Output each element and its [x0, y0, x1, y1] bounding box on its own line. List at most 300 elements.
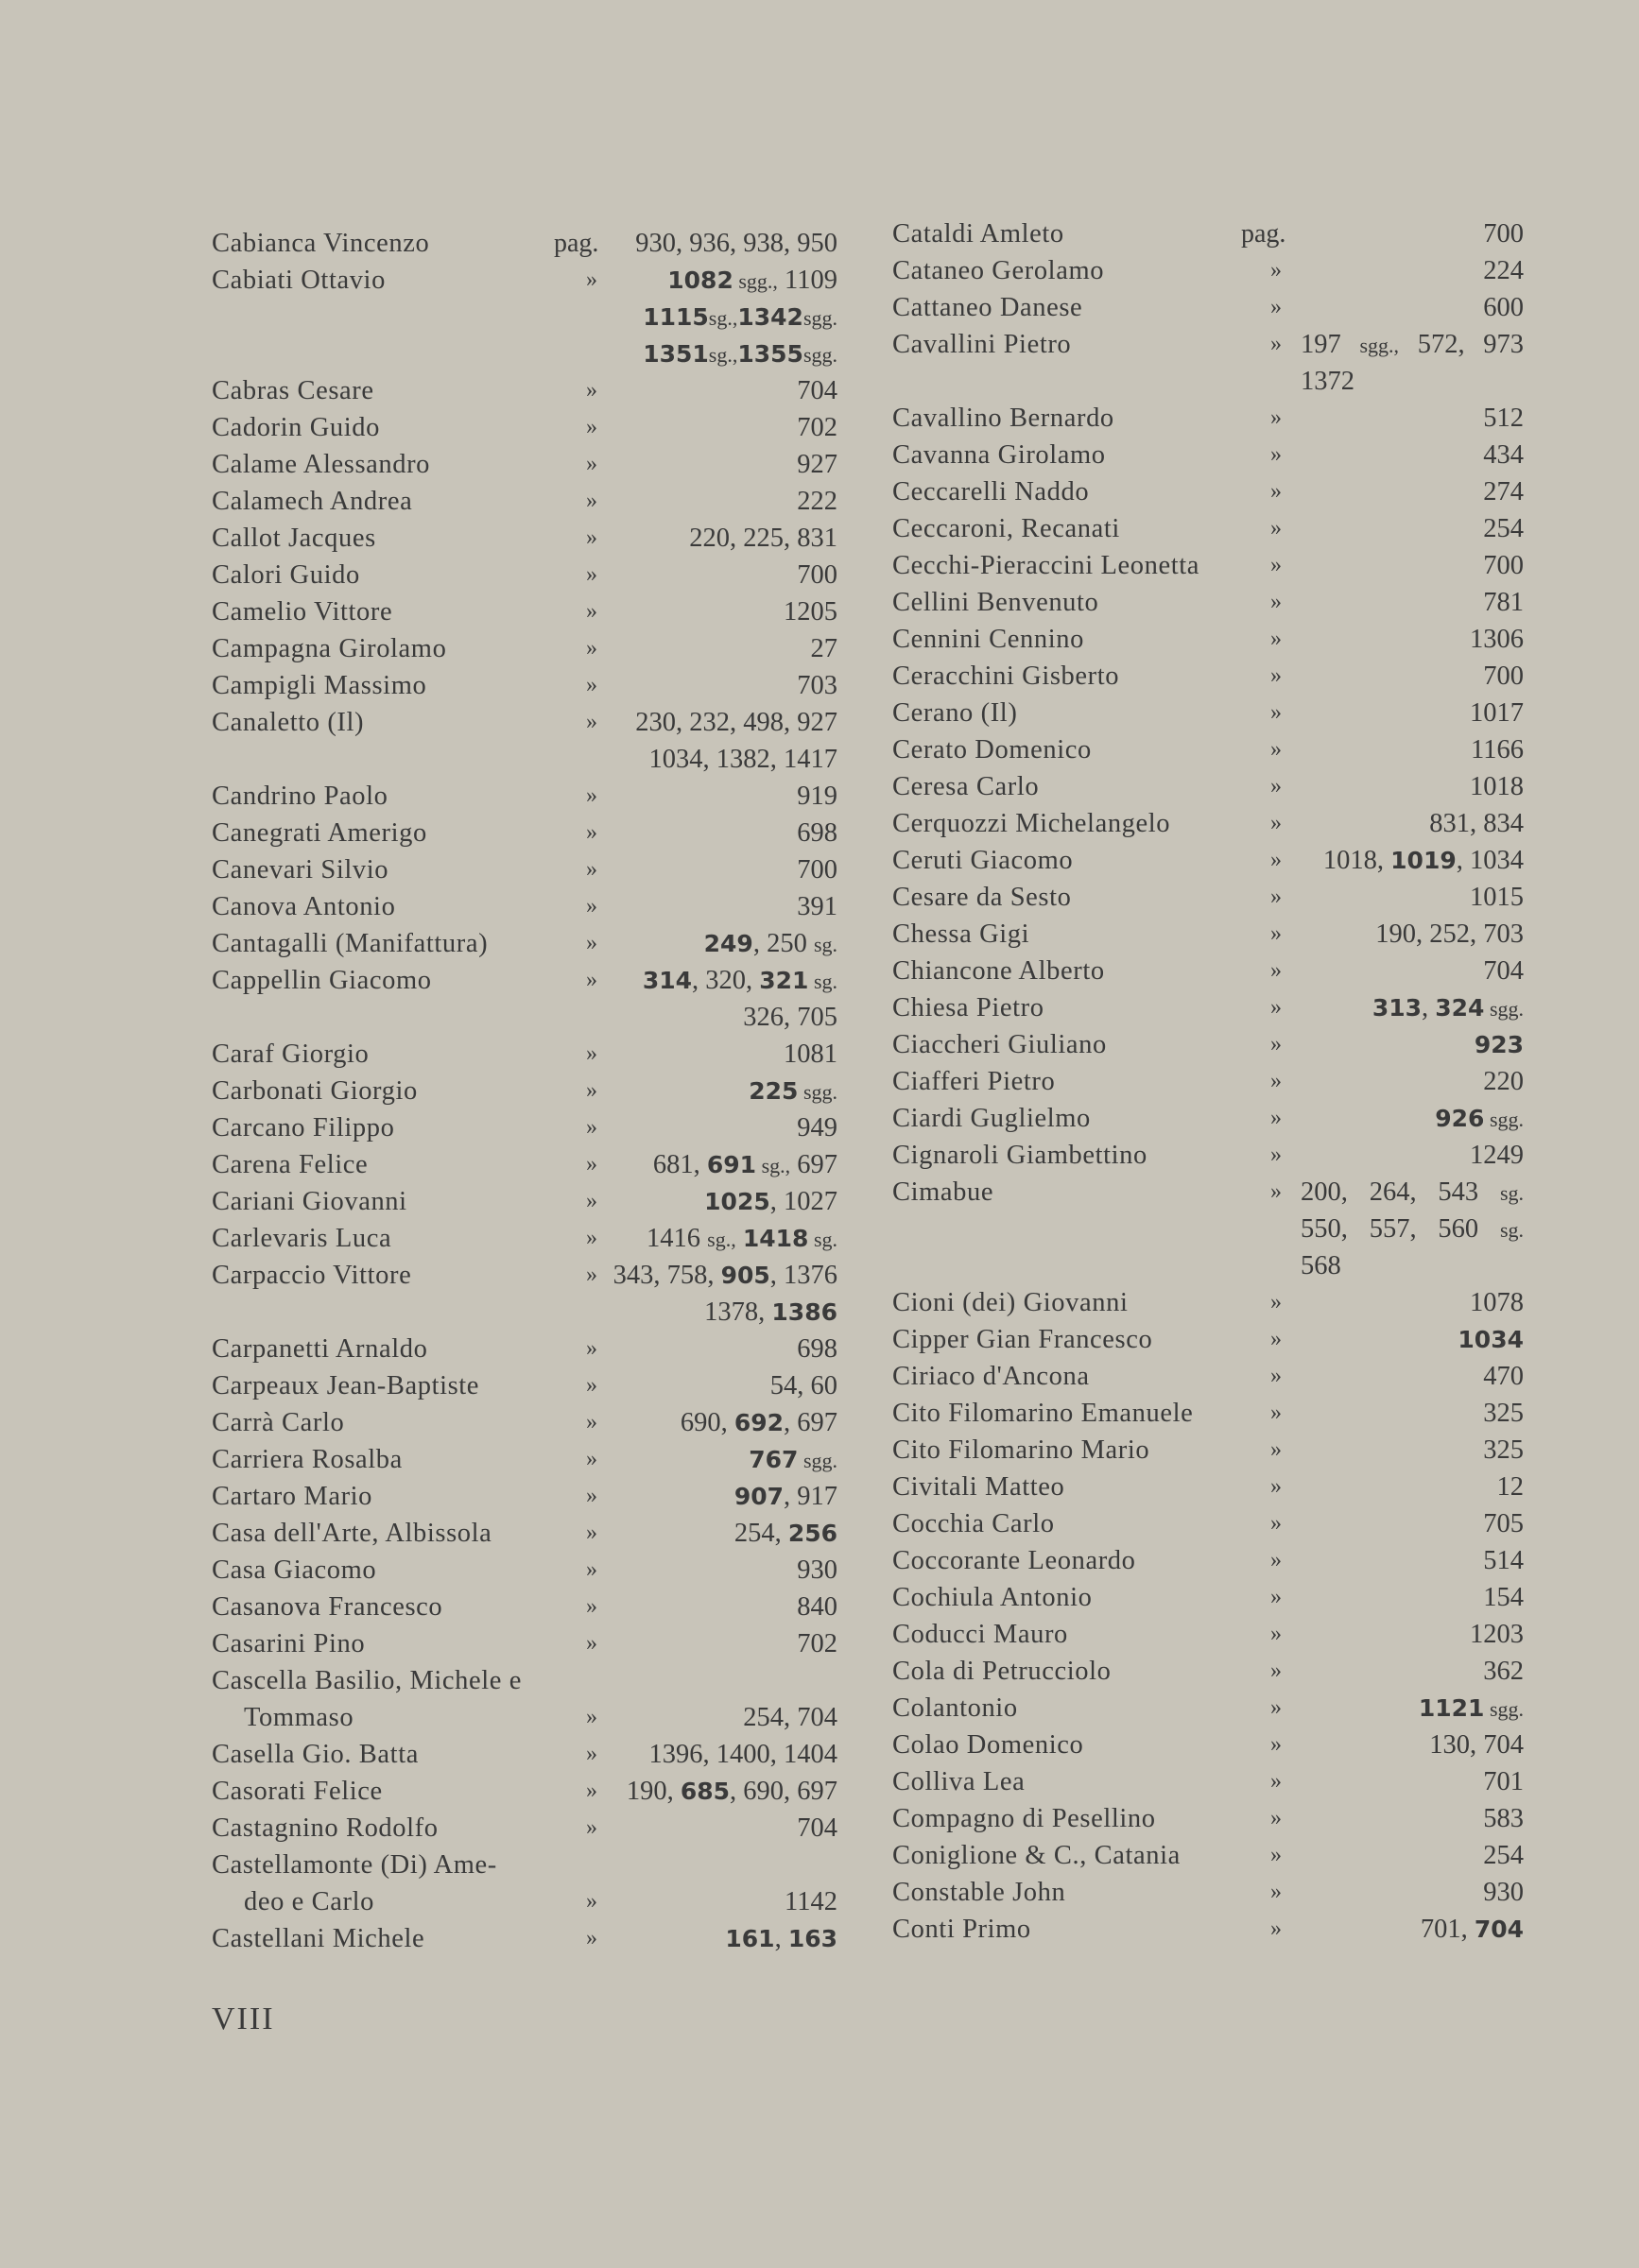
entry-name: Ceresa Carlo — [892, 772, 1040, 801]
entry-name: Cerano (Il) — [892, 698, 1018, 728]
page-marker: » — [586, 857, 597, 882]
page-marker: » — [586, 636, 597, 661]
page-ref: sg. — [808, 1228, 837, 1251]
entry-name: Cattaneo Danese — [892, 293, 1083, 322]
entry-name: Cioni (dei) Giovanni — [892, 1288, 1129, 1317]
page-marker: » — [586, 1521, 597, 1545]
page-marker: » — [586, 1226, 597, 1250]
page-marker: » — [1270, 921, 1282, 946]
page-references — [1301, 1837, 1524, 1874]
page-marker: » — [1270, 1880, 1282, 1904]
page-references — [1301, 289, 1524, 326]
page-references — [612, 778, 837, 815]
page-ref: 1015 — [1470, 883, 1524, 912]
page-marker: » — [586, 489, 597, 513]
entry-name: Castellamonte (Di) Ame- — [212, 1850, 497, 1880]
page-ref: 1017 — [1470, 698, 1524, 728]
page-ref: 691 — [706, 1151, 757, 1178]
page-references — [612, 1589, 837, 1625]
page-ref: 698 — [797, 1334, 837, 1364]
entry-name: Cerquozzi Michelangelo — [892, 809, 1171, 838]
page-references — [1301, 1911, 1524, 1948]
page-references — [612, 593, 837, 630]
entry-name: Castellani Michele — [212, 1924, 425, 1953]
page-ref: 698 — [797, 818, 837, 848]
page-references — [1301, 1026, 1524, 1063]
page-ref: , 1376 — [769, 1261, 837, 1290]
page-ref: 1082 — [667, 266, 733, 294]
page-number: VIII — [212, 2002, 275, 2036]
page-ref: 197 — [1301, 330, 1360, 359]
page-references — [612, 1073, 837, 1110]
page-references — [612, 1552, 837, 1589]
entry-name: Cavallino Bernardo — [892, 404, 1114, 433]
page-marker: » — [1270, 332, 1282, 356]
page-ref: 1115 — [643, 303, 709, 331]
page-marker: » — [586, 783, 597, 808]
page-marker: » — [586, 378, 597, 403]
page-marker: » — [586, 1189, 597, 1213]
page-ref: 1342 — [737, 303, 803, 331]
page-marker: » — [586, 1926, 597, 1950]
entry-name: Cataneo Gerolamo — [892, 256, 1105, 285]
page-references — [612, 1773, 837, 1810]
page-references — [612, 372, 837, 409]
page-ref: , 690, 697 — [730, 1777, 837, 1806]
entry-name: Castagnino Rodolfo — [212, 1813, 439, 1843]
entry-name: Civitali Matteo — [892, 1472, 1065, 1502]
page-ref: 700 — [1483, 551, 1524, 580]
page-ref: 274 — [1483, 477, 1524, 507]
page-ref: 254, — [733, 1519, 788, 1548]
entry-name: Carpanetti Arnaldo — [212, 1334, 428, 1364]
page-marker: » — [586, 1889, 597, 1914]
page-ref: sgg., — [733, 269, 778, 293]
page-ref: , 1034 — [1456, 846, 1524, 875]
page-ref: 54, 60 — [769, 1371, 837, 1400]
page-references — [1301, 842, 1524, 879]
page-references — [1301, 437, 1524, 473]
page-ref: sgg. — [802, 306, 837, 330]
page-ref: 701, — [1420, 1915, 1475, 1944]
entry-name: Casarini Pino — [212, 1629, 366, 1658]
page-marker: » — [1270, 1327, 1282, 1351]
page-ref: sgg. — [1484, 1697, 1524, 1721]
page-ref: 1018, — [1322, 846, 1391, 875]
page-references — [612, 741, 837, 778]
page-marker: » — [1270, 1032, 1282, 1057]
entry-name: Cavallini Pietro — [892, 330, 1072, 359]
page-ref: 256 — [787, 1520, 837, 1547]
page-references — [1301, 1247, 1341, 1284]
page-marker: » — [1270, 995, 1282, 1020]
page-ref: 512 — [1483, 404, 1524, 433]
entry-name: Ceccarelli Naddo — [892, 477, 1090, 507]
entry-name: Calamech Andrea — [212, 487, 413, 516]
page-marker: » — [586, 599, 597, 624]
entry-name: Colantonio — [892, 1693, 1018, 1723]
entry-name: Calame Alessandro — [212, 450, 431, 479]
page-references — [612, 667, 837, 704]
page-references — [1301, 1469, 1524, 1505]
page-references — [612, 630, 837, 667]
page-ref: 701 — [1483, 1767, 1524, 1796]
page-ref: 840 — [797, 1592, 837, 1622]
page-ref: 1025 — [704, 1188, 770, 1215]
page-ref: 200, 264, 543 — [1301, 1177, 1500, 1207]
page-ref: 1081 — [784, 1040, 837, 1069]
entry-name: Cascella Basilio, Michele e — [212, 1666, 523, 1695]
page-ref: 391 — [797, 892, 837, 921]
page-references — [1301, 473, 1524, 510]
page-references — [612, 557, 837, 593]
page-references — [612, 1699, 837, 1736]
page-ref: 1372 — [1301, 367, 1354, 396]
entry-name: Ciaccheri Giuliano — [892, 1030, 1107, 1059]
page-marker: » — [1270, 258, 1282, 283]
page-marker: » — [1270, 1179, 1282, 1204]
page-ref: 930, 936, 938, 950 — [635, 229, 837, 258]
page-references — [1301, 1063, 1524, 1100]
entry-name: Carrà Carlo — [212, 1408, 345, 1437]
page-ref: 220 — [1483, 1067, 1524, 1096]
page-ref: sg., — [756, 1154, 791, 1177]
page-ref: 703 — [797, 671, 837, 700]
page-ref: 702 — [797, 413, 837, 442]
page-ref: 313 — [1372, 994, 1422, 1022]
page-ref: 930 — [797, 1555, 837, 1585]
entry-name: Cerato Domenico — [892, 735, 1092, 765]
entry-name: Coccorante Leonardo — [892, 1546, 1136, 1575]
page-references — [612, 335, 837, 373]
page-ref: 600 — [1483, 293, 1524, 322]
entry-name: Cellini Benvenuto — [892, 588, 1099, 617]
page-references — [1301, 1395, 1524, 1432]
page-marker: » — [1270, 295, 1282, 319]
page-marker: » — [586, 710, 597, 734]
page-ref: 550, 557, 560 — [1301, 1214, 1500, 1244]
entry-name: Cochiula Antonio — [892, 1583, 1093, 1612]
entry-name: Ceruti Giacomo — [892, 846, 1074, 875]
page-ref: 27 — [810, 634, 837, 663]
page-ref: 1205 — [784, 597, 837, 627]
page-ref: 692 — [733, 1409, 784, 1436]
page-marker: » — [586, 1152, 597, 1177]
page-marker: » — [586, 931, 597, 955]
page-references — [1301, 658, 1524, 695]
page-marker: » — [586, 562, 597, 587]
page-marker: » — [1270, 1806, 1282, 1830]
entry-name: Cito Filomarino Emanuele — [892, 1399, 1194, 1428]
page-ref: sg. — [813, 933, 837, 956]
entry-name: Cadorin Guido — [212, 413, 380, 442]
page-marker: » — [1270, 516, 1282, 541]
page-marker: » — [1270, 627, 1282, 651]
page-ref: 1418 — [742, 1225, 809, 1252]
page-marker: » — [1270, 1916, 1282, 1941]
entry-name: Carcano Filippo — [212, 1113, 395, 1143]
page-references — [612, 1625, 837, 1662]
page-marker: » — [586, 1041, 597, 1066]
page-ref: sg. — [1499, 1181, 1524, 1205]
page-marker: » — [1270, 811, 1282, 835]
page-ref: 930 — [1483, 1878, 1524, 1907]
entry-name: Carpaccio Vittore — [212, 1261, 412, 1290]
page-ref: 1378, — [704, 1297, 772, 1327]
page-marker: » — [586, 452, 597, 476]
page-marker: » — [1270, 663, 1282, 688]
page-marker: » — [586, 1631, 597, 1656]
page-references — [1301, 1321, 1524, 1358]
page-references — [612, 1183, 837, 1220]
page-references — [1301, 1174, 1524, 1211]
page-ref: sgg., — [1359, 334, 1399, 357]
page-marker: » — [1270, 442, 1282, 467]
page-marker: » — [1270, 1364, 1282, 1388]
page-ref: 702 — [797, 1629, 837, 1658]
entry-name: Ciriaco d'Ancona — [892, 1362, 1090, 1391]
page-marker: » — [1270, 1585, 1282, 1609]
page-references — [612, 1257, 837, 1294]
entry-name: Cataldi Amleto — [892, 219, 1064, 249]
page-ref: 130, 704 — [1429, 1730, 1524, 1760]
page-marker: pag. — [1241, 219, 1286, 249]
page-references — [612, 704, 837, 741]
page-marker: » — [586, 1115, 597, 1140]
page-references — [1301, 584, 1524, 621]
entry-name: Casa Giacomo — [212, 1555, 377, 1585]
page-references — [1301, 1874, 1524, 1911]
page-marker: » — [1270, 885, 1282, 909]
page-marker: » — [586, 968, 597, 992]
page-references — [612, 520, 837, 557]
page-ref: 1203 — [1470, 1620, 1524, 1649]
entry-name: Conti Primo — [892, 1915, 1031, 1944]
page-ref: sg. — [808, 970, 837, 993]
page-marker: » — [586, 1557, 597, 1582]
page-ref: 224 — [1483, 256, 1524, 285]
page-marker: » — [586, 1742, 597, 1766]
page-references — [612, 1441, 837, 1479]
page-marker: » — [1270, 700, 1282, 725]
page-ref: 324 — [1435, 994, 1485, 1022]
page-marker: » — [1270, 848, 1282, 872]
entry-name: Cecchi-Pieraccini Leonetta — [892, 551, 1199, 580]
page-ref: 1386 — [771, 1298, 837, 1326]
page-ref: , 917 — [784, 1482, 837, 1511]
page-references — [1301, 1579, 1524, 1616]
page-ref: 919 — [797, 782, 837, 811]
page-references — [612, 1331, 837, 1367]
entry-name: Compagno di Pesellino — [892, 1804, 1156, 1833]
page-references — [1301, 400, 1524, 437]
page-references — [1301, 731, 1524, 768]
entry-name: Carpeaux Jean-Baptiste — [212, 1371, 480, 1400]
page-ref: 325 — [1483, 1399, 1524, 1428]
page-ref: 1018 — [1470, 772, 1524, 801]
page-references — [1301, 1137, 1524, 1174]
page-ref: 1142 — [785, 1887, 837, 1916]
page-references — [1301, 1763, 1524, 1800]
page-references — [1301, 1211, 1524, 1248]
entry-name: Canaletto (Il) — [212, 708, 365, 737]
page-ref: 249 — [703, 930, 753, 957]
page-ref: 690, — [680, 1408, 734, 1437]
page-ref: 220, 225, 831 — [689, 524, 837, 553]
page-ref: 514 — [1483, 1546, 1524, 1575]
page-references — [1301, 1100, 1524, 1138]
page-references — [612, 446, 837, 483]
page-marker: pag. — [554, 229, 599, 258]
entry-name: Campagna Girolamo — [212, 634, 447, 663]
entry-name: Camelio Vittore — [212, 597, 393, 627]
page-references — [612, 483, 837, 520]
page-references — [612, 1515, 837, 1552]
page-references — [1301, 768, 1524, 805]
page-references — [612, 225, 837, 262]
page-marker: » — [586, 1705, 597, 1729]
page-ref: 190, 252, 703 — [1375, 919, 1524, 949]
entry-name: Colliva Lea — [892, 1767, 1026, 1796]
entry-name: Cabianca Vincenzo — [212, 229, 430, 258]
page-ref: 831, 834 — [1429, 809, 1524, 838]
page-ref: 1166 — [1471, 735, 1524, 765]
page-ref: 905 — [720, 1262, 770, 1289]
page-references — [1301, 879, 1524, 916]
entry-name: Campigli Massimo — [212, 671, 427, 700]
entry-name: Cartaro Mario — [212, 1482, 373, 1511]
page-ref: sgg. — [798, 1080, 837, 1104]
entry-name: Ciardi Guglielmo — [892, 1104, 1091, 1133]
page-marker: » — [586, 1447, 597, 1471]
page-references — [1301, 363, 1354, 400]
page-ref: sg., — [707, 1228, 736, 1251]
entry-name: Ciafferi Pietro — [892, 1067, 1056, 1096]
page-ref: 907 — [733, 1483, 784, 1510]
page-ref: 222 — [797, 487, 837, 516]
page-references — [1301, 326, 1524, 364]
page-references — [1301, 916, 1524, 953]
entry-name: Caraf Giorgio — [212, 1040, 370, 1069]
page-ref: 704 — [1474, 1916, 1524, 1943]
entry-name: Tommaso — [244, 1703, 354, 1732]
page-ref: , 250 — [752, 929, 814, 958]
page-ref: sgg. — [802, 343, 837, 367]
page-ref: 704 — [797, 1813, 837, 1843]
page-marker: » — [1270, 479, 1282, 504]
page-marker: » — [586, 1336, 597, 1361]
entry-name: Colao Domenico — [892, 1730, 1084, 1760]
page-references — [612, 1920, 837, 1957]
page-ref — [736, 1224, 743, 1253]
page-marker: » — [1270, 1400, 1282, 1425]
page-ref: , 697 — [784, 1408, 837, 1437]
page-ref: , 1027 — [769, 1187, 837, 1216]
page-ref: 314 — [642, 967, 692, 994]
page-ref: , — [774, 1924, 788, 1953]
page-references — [612, 962, 837, 1000]
entry-name: Cabiati Ottavio — [212, 266, 386, 295]
page-ref: sg., — [708, 306, 738, 330]
page-ref: sgg. — [1484, 997, 1524, 1021]
page-marker: » — [1270, 1658, 1282, 1683]
entry-name: Canova Antonio — [212, 892, 396, 921]
entry-name: Carlevaris Luca — [212, 1224, 392, 1253]
entry-name: Cennini Cennino — [892, 625, 1084, 654]
entry-name: Cimabue — [892, 1177, 994, 1207]
entry-name: Canegrati Amerigo — [212, 818, 427, 848]
page-marker: » — [1270, 1695, 1282, 1720]
page-marker: » — [586, 1815, 597, 1840]
page-marker: » — [586, 267, 597, 292]
page-references — [1301, 547, 1524, 584]
page-marker: » — [586, 525, 597, 550]
page-marker: » — [1270, 1437, 1282, 1462]
page-ref: 254 — [1483, 514, 1524, 543]
page-references — [612, 299, 837, 336]
entry-name: Carena Felice — [212, 1150, 369, 1179]
page-references — [612, 999, 837, 1036]
page-marker: » — [1270, 553, 1282, 577]
page-marker: » — [1270, 1843, 1282, 1867]
entry-name: Ceracchini Gisberto — [892, 662, 1120, 691]
entry-name: Candrino Paolo — [212, 782, 388, 811]
entry-name: Carriera Rosalba — [212, 1445, 403, 1474]
page-ref: 1034 — [1458, 1326, 1524, 1353]
page-references — [1301, 1505, 1524, 1542]
page-ref: 704 — [797, 376, 837, 405]
page-ref: 923 — [1474, 1031, 1524, 1058]
page-references — [612, 1146, 837, 1184]
page-ref: 1019 — [1390, 847, 1457, 874]
page-ref: 254 — [1483, 1841, 1524, 1870]
page-references — [612, 409, 837, 446]
entry-name: Cocchia Carlo — [892, 1509, 1055, 1538]
page-ref: 434 — [1483, 440, 1524, 470]
page-marker: » — [586, 894, 597, 919]
page-references — [612, 888, 837, 925]
page-ref: 343, 758, — [612, 1261, 721, 1290]
page-ref: 154 — [1483, 1583, 1524, 1612]
page-ref: 705 — [1483, 1509, 1524, 1538]
page-ref: 326, 705 — [743, 1003, 837, 1032]
entry-name: Cignaroli Giambettino — [892, 1141, 1147, 1170]
page-references — [612, 1478, 837, 1515]
page-marker: » — [586, 1078, 597, 1103]
page-references — [612, 1883, 837, 1920]
page-ref: 700 — [797, 855, 837, 885]
page-references — [1301, 621, 1524, 658]
entry-name: Chiesa Pietro — [892, 993, 1044, 1022]
page-marker: » — [1270, 1769, 1282, 1794]
page-marker: » — [1270, 1622, 1282, 1646]
page-marker: » — [586, 1263, 597, 1287]
page-references — [1301, 215, 1524, 252]
page-marker: » — [586, 673, 597, 697]
entry-name: Cipper Gian Francesco — [892, 1325, 1153, 1354]
entry-name: Casorati Felice — [212, 1777, 383, 1806]
page-ref: 697 — [790, 1150, 837, 1179]
page-marker: » — [586, 1594, 597, 1619]
page-ref: 470 — [1483, 1362, 1524, 1391]
page-marker: » — [1270, 737, 1282, 762]
entry-name: Cavanna Girolamo — [892, 440, 1106, 470]
page-ref: 704 — [1483, 956, 1524, 986]
page-marker: » — [1270, 958, 1282, 983]
page-ref: 1355 — [737, 340, 803, 368]
entry-name: Casella Gio. Batta — [212, 1740, 419, 1769]
page-ref: , — [1422, 993, 1436, 1022]
